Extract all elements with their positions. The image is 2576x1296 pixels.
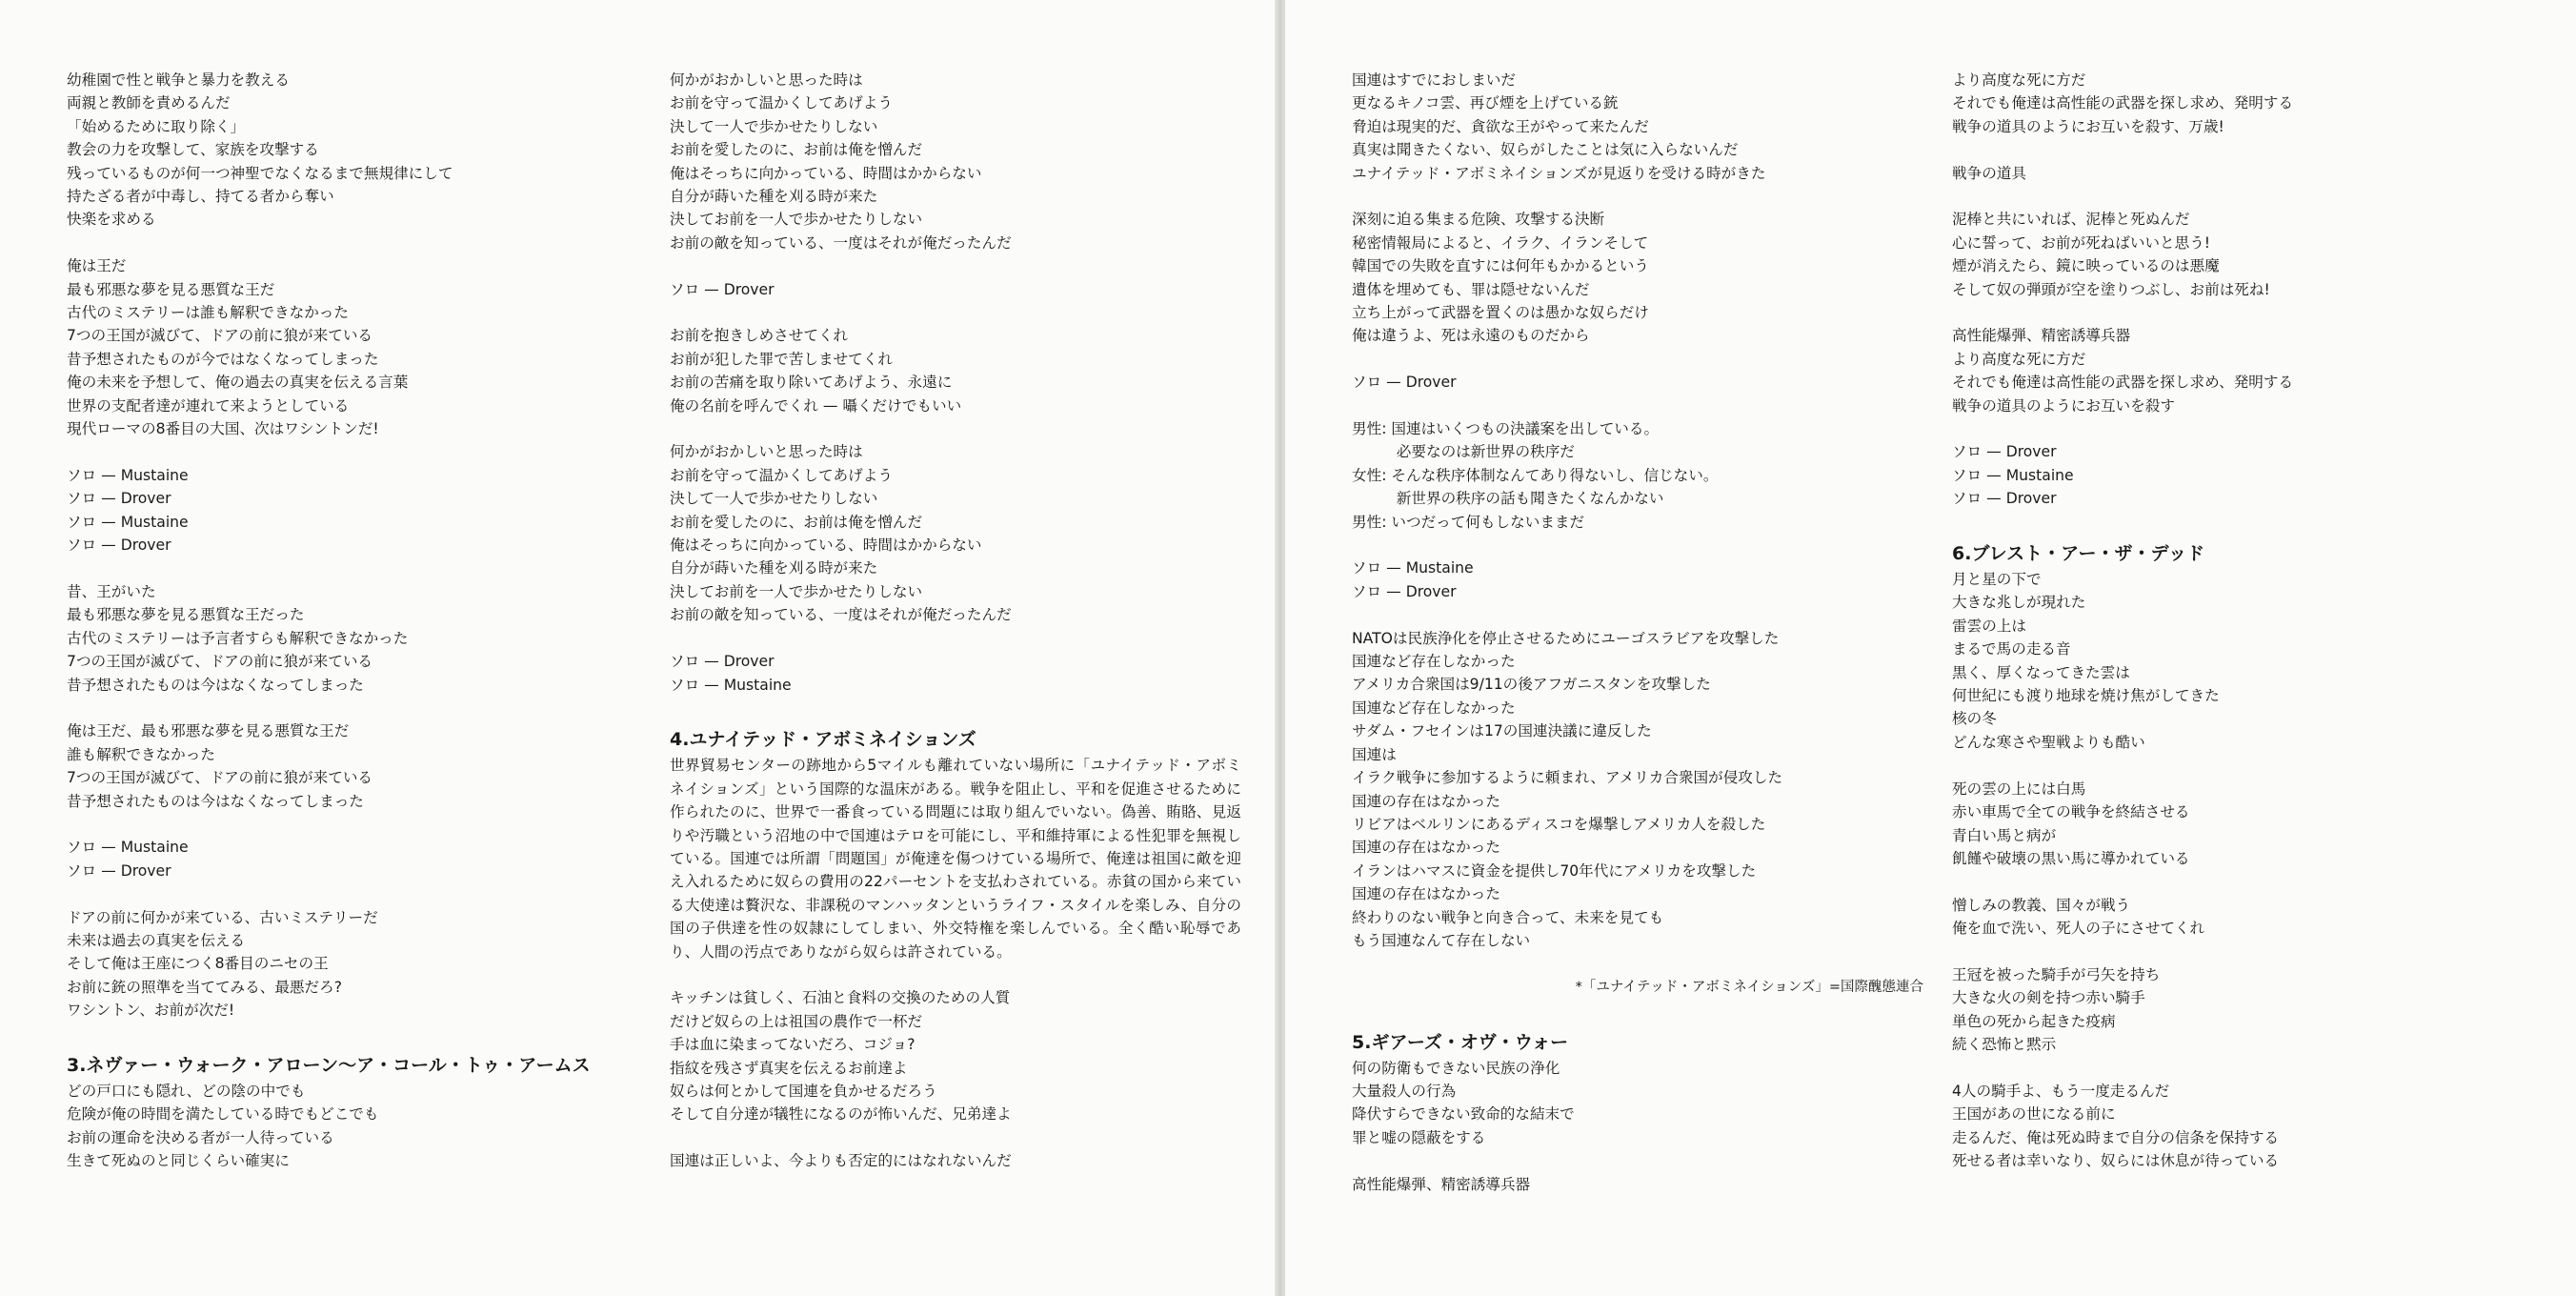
lyric-line: 何の防衛もできない民族の浄化 <box>1352 1059 1560 1077</box>
lyric-line: まるで馬の走る音 <box>1952 640 2071 658</box>
lyric-line: より高度な死に方だ <box>1952 71 2086 89</box>
stanza-gap <box>1352 999 1923 1022</box>
lyric-line: 何世紀にも渡り地球を焼け焦がしてきた <box>1952 687 2220 705</box>
lyric-line: ソロ — Drover <box>1352 374 1457 392</box>
lyric-line: ソロ — Mustaine <box>1352 559 1474 577</box>
lyric-line: 幼稚園で性と戦争と暴力を教える <box>67 71 290 89</box>
lyric-line: 決してお前を一人で歩かせたりしない <box>670 582 923 600</box>
lyric-line: ソロ — Mustaine <box>670 676 792 694</box>
lyric-line: 両親と教師を責めるんだ <box>67 94 231 112</box>
lyric-line: 昔予想されたものは今はなくなってしまった <box>67 792 364 810</box>
lyric-line: 誰も解釈できなかった <box>67 745 215 763</box>
lyric-line: ソロ — Drover <box>1952 490 2057 508</box>
lyric-line: 奴らは何とかして国連を負かせるだろう <box>670 1082 937 1100</box>
lyric-line: 7つの王国が滅びて、ドアの前に狼が来ている <box>67 653 373 671</box>
lyric-line: 何かがおかしいと思った時は <box>670 443 863 461</box>
right-page <box>1284 0 2576 1296</box>
lyric-line: 国連は正しいよ、今よりも否定的にはなれないんだ <box>670 1152 1012 1170</box>
lyric-line: ソロ — Drover <box>1952 443 2057 461</box>
lyric-line: イランはハマスに資金を提供し70年代にアメリカを攻撃した <box>1352 861 1757 880</box>
description-paragraph: 世界貿易センターの跡地から5マイルも離れていない場所に「ユナイテッド・アボミネイションズ」という国際的な温床がある。戦争を阻止し、平和を促進させるために作られたのに、世界で一番食っている問題には取り組んでいない。偽善、賄賂、見返りや汚職という沼地の中で国連はテロを可能にし、平和維持軍による性犯罪を無視している。国連では所謂「問題国」が俺達を傷つけている場所で、俺達は祖国に敵を迎え入れるために奴らの費用の22パーセントを支払わされている。赤貧の国から来ている大使達は贅沢な、非課税のマンハッタンというライフ・スタイルを楽しみ、自分の国の子供達を性の奴隷にしてしまい、外交特権を楽しんでいる。全く酷い恥辱であり、人間の汚点でありながら奴らは許されている。 <box>670 757 1241 961</box>
footnote: *「ユナイテッド・アボミネイションズ」=国際醜態連合 <box>1575 979 1923 995</box>
lyric-line: お前を愛したのに、お前は俺を憎んだ <box>670 141 923 159</box>
lyric-line: 月と星の下で <box>1952 571 2042 589</box>
stanza-gap <box>67 232 629 254</box>
stanza-gap <box>670 417 1241 440</box>
lyric-line: 大きな兆しが現れた <box>1952 594 2086 612</box>
lyric-line: 真実は聞きたくない、奴らがしたことは気に入らないんだ <box>1352 141 1739 159</box>
lyric-line: ドアの前に何かが来ている、古いミステリーだ <box>67 908 378 926</box>
stanza-gap <box>1952 1057 2524 1080</box>
stanza-gap <box>670 1126 1241 1149</box>
lyric-line: もう国連なんて存在しない <box>1352 931 1531 949</box>
lyric-line: 決して一人で歩かせたりしない <box>670 490 878 508</box>
lyric-line: ソロ — Mustaine <box>67 466 189 484</box>
lyric-line: 王冠を被った騎手が弓矢を持ち <box>1952 965 2161 983</box>
lyric-line: それでも俺達は高性能の武器を探し求め、発明する <box>1952 94 2294 112</box>
lyric-line: 国連は <box>1352 745 1397 763</box>
lyric-line: お前を守って温かくしてあげよう <box>670 94 893 112</box>
lyric-line: ソロ — Mustaine <box>67 839 189 857</box>
lyric-line: 国連の存在はなかった <box>1352 885 1500 903</box>
stanza-gap <box>67 697 629 719</box>
stanza-gap <box>1952 754 2524 777</box>
lyric-line: 遺体を埋めても、罪は隠せないんだ <box>1352 280 1590 298</box>
stanza-gap <box>1952 417 2524 440</box>
lyric-line: 国連はすでにおしまいだ <box>1352 71 1516 89</box>
lyric-line: 青白い馬と病が <box>1952 826 2057 844</box>
lyric-line: 新世界の秩序の話も聞きたくなんかない <box>1352 490 1664 508</box>
lyric-line: 赤い車馬で全ての戦争を終結させる <box>1952 803 2190 821</box>
lyric-line: 高性能爆弾、精密誘導兵器 <box>1952 327 2131 345</box>
lyric-line: 俺は王だ <box>67 257 127 275</box>
lyric-line: 続く恐怖と黙示 <box>1952 1036 2057 1054</box>
lyric-line: 秘密情報局によると、イラク、イランそして <box>1352 233 1649 252</box>
lyric-line: 国連の存在はなかった <box>1352 792 1500 810</box>
stanza-gap <box>1352 1149 1923 1172</box>
lyric-line: お前の運命を決める者が一人待っている <box>67 1128 334 1146</box>
stanza-gap <box>67 1023 629 1045</box>
lyric-line: 俺は違うよ、死は永遠のものだから <box>1352 327 1590 345</box>
stanza-gap <box>1952 941 2524 963</box>
lyrics-column-4 <box>1952 69 2524 1173</box>
lyric-line: キッチンは貧しく、石油と食料の交換のための人質 <box>670 989 1011 1007</box>
lyric-line: 残っているものが何一つ神聖でなくなるまで無規律にして <box>67 164 453 182</box>
lyric-line: そして俺は王座につく8番目のニセの王 <box>67 955 329 973</box>
lyric-line: ソロ — Drover <box>670 653 775 671</box>
lyric-line: ユナイテッド・アボミネイションズが見返りを受ける時がきた <box>1352 164 1766 182</box>
stanza-gap <box>67 557 629 580</box>
stanza-gap <box>1352 348 1923 371</box>
lyric-line: 男性: 国連はいくつもの決議案を出している。 <box>1352 420 1660 438</box>
lyric-line: 核の冬 <box>1952 710 1997 728</box>
lyric-line: 7つの王国が滅びて、ドアの前に狼が来ている <box>67 769 373 787</box>
stanza-gap <box>1352 395 1923 417</box>
lyric-line: ソロ — Drover <box>67 861 171 880</box>
lyric-line: 「始めるために取り除く」 <box>67 117 246 135</box>
lyric-line: お前に銃の照準を当ててみる、最悪だろ? <box>67 978 342 996</box>
lyric-line: 俺はそっちに向かっている、時間はかからない <box>670 164 982 182</box>
lyric-line: 俺はそっちに向かっている、時間はかからない <box>670 537 982 555</box>
lyric-line: 死せる者は幸いなり、奴らには休息が待っている <box>1952 1152 2280 1170</box>
lyric-line: イラク戦争に参加するように頼まれ、アメリカ合衆国が侵攻した <box>1352 769 1783 787</box>
lyrics-column-1 <box>67 69 629 1173</box>
lyric-line: 泥棒と共にいれば、泥棒と死ぬんだ <box>1952 211 2190 229</box>
lyric-line: 飢饉や破壊の黒い馬に導かれている <box>1952 849 2190 867</box>
lyric-line: それでも俺達は高性能の武器を探し求め、発明する <box>1952 374 2294 392</box>
lyric-line: 何かがおかしいと思った時は <box>670 71 863 89</box>
lyric-line: どんな寒さや聖戦よりも酷い <box>1952 733 2145 751</box>
lyric-line: 最も邪悪な夢を見る悪質な王だった <box>67 606 305 624</box>
lyric-line: 4人の騎手よ、もう一度走るんだ <box>1952 1082 2170 1100</box>
lyric-line: 単色の死から起きた疫病 <box>1952 1012 2116 1030</box>
lyric-line: 黒く、厚くなってきた雲は <box>1952 663 2130 681</box>
stanza-gap <box>670 301 1241 324</box>
lyrics-column-3 <box>1352 69 1923 1196</box>
lyric-line: 古代のミステリーは予言者すらも解釈できなかった <box>67 629 409 647</box>
lyric-line: 大きな火の剣を持つ赤い騎手 <box>1952 989 2145 1007</box>
stanza-gap <box>67 882 629 905</box>
lyric-line: 憎しみの教義、国々が戦う <box>1952 896 2131 914</box>
stanza-gap <box>1952 301 2524 324</box>
lyric-line: 生きて死ぬのと同じくらい確実に <box>67 1152 290 1170</box>
stanza-gap <box>1952 511 2524 534</box>
lyric-line: 自分が蒔いた種を刈る時が来た <box>670 188 878 206</box>
lyric-line: ソロ — Mustaine <box>1952 466 2074 484</box>
song-title: 6.ブレスト・アー・ザ・デッド <box>1952 543 2205 565</box>
lyric-line: 立ち上がって武器を置くのは愚かな奴らだけ <box>1352 304 1649 322</box>
lyric-line: 女性: そんな秩序体制なんてあり得ないし、信じない。 <box>1352 466 1719 484</box>
stanza-gap <box>1352 603 1923 626</box>
lyric-line: お前を抱きしめさせてくれ <box>670 327 849 345</box>
stanza-gap <box>1952 870 2524 893</box>
lyric-line: 戦争の道具 <box>1952 164 2026 182</box>
left-page <box>0 0 1278 1296</box>
lyric-line: 心に誓って、お前が死ねばいいと思う! <box>1952 233 2211 252</box>
lyric-line: 手は血に染まってないだろ、コジョ? <box>670 1036 916 1054</box>
lyric-line: 終わりのない戦争と向き合って、未来を見ても <box>1352 908 1664 926</box>
stanza-gap <box>67 440 629 463</box>
lyric-line: 現代ローマの8番目の大国、次はワシントンだ! <box>67 420 379 438</box>
lyric-line: 罪と嘘の隠蔽をする <box>1352 1128 1486 1146</box>
lyric-line: 脅迫は現実的だ、貪欲な王がやって来たんだ <box>1352 117 1649 135</box>
lyrics-column-2 <box>670 69 1241 1173</box>
lyric-line: お前の敵を知っている、一度はそれが俺だったんだ <box>670 606 1012 624</box>
lyric-line: 戦争の道具のようにお互いを殺す <box>1952 396 2175 415</box>
lyric-line: 高性能爆弾、精密誘導兵器 <box>1352 1175 1531 1193</box>
lyric-line: 危険が俺の時間を満たしている時でもどこでも <box>67 1105 379 1124</box>
lyric-line: ソロ — Drover <box>1352 582 1457 600</box>
lyric-line: だけど奴らの上は祖国の農作で一杯だ <box>670 1012 923 1030</box>
lyric-line: ソロ — Mustaine <box>67 513 189 531</box>
lyric-line: 男性: いつだって何もしないままだ <box>1352 513 1585 531</box>
lyric-line: 俺の名前を呼んでくれ — 囁くだけでもいい <box>670 396 962 415</box>
stanza-gap <box>1352 952 1923 975</box>
lyric-line: 決してお前を一人で歩かせたりしない <box>670 211 923 229</box>
lyric-line: 未来は過去の真実を伝える <box>67 931 246 949</box>
lyric-line: 昔予想されたものが今ではなくなってしまった <box>67 350 379 368</box>
stanza-gap <box>1952 185 2524 208</box>
lyric-line: 降伏すらできない致命的な結末で <box>1352 1105 1575 1124</box>
song-title: 3.ネヴァー・ウォーク・アローン〜ア・コール・トゥ・アームス <box>67 1054 591 1076</box>
lyric-line: お前を愛したのに、お前は俺を憎んだ <box>670 513 923 531</box>
lyric-line: 国連の存在はなかった <box>1352 839 1500 857</box>
lyric-line: 国連など存在しなかった <box>1352 699 1516 717</box>
lyric-line: より高度な死に方だ <box>1952 350 2086 368</box>
stanza-gap <box>67 813 629 836</box>
stanza-gap <box>670 963 1241 986</box>
stanza-gap <box>1352 534 1923 557</box>
lyric-line: 教会の力を攻撃して、家族を攻撃する <box>67 141 319 159</box>
lyric-line: 世界の支配者達が連れて来ようとしている <box>67 396 350 415</box>
lyric-line: 指紋を残さず真実を伝えるお前達よ <box>670 1059 908 1077</box>
lyric-line: 決して一人で歩かせたりしない <box>670 117 878 135</box>
stanza-gap <box>670 697 1241 719</box>
lyric-line: サダム・フセインは17の国連決議に違反した <box>1352 722 1652 740</box>
lyric-line: リビアはベルリンにあるディスコを爆撃しアメリカ人を殺した <box>1352 815 1766 833</box>
stanza-gap <box>670 627 1241 650</box>
lyric-line: 死の雲の上には白馬 <box>1952 780 2086 798</box>
lyric-line: 煙が消えたら、鏡に映っているのは悪魔 <box>1952 257 2220 275</box>
lyric-line: 俺を血で洗い、死人の子にさせてくれ <box>1952 920 2205 938</box>
lyric-line: 韓国での失敗を直すには何年もかかるという <box>1352 257 1649 275</box>
lyric-line: お前の苦痛を取り除いてあげよう、永遠に <box>670 374 953 392</box>
lyric-line: 古代のミステリーは誰も解釈できなかった <box>67 304 349 322</box>
lyric-line: 7つの王国が滅びて、ドアの前に狼が来ている <box>67 327 373 345</box>
stanza-gap <box>670 254 1241 277</box>
stanza-gap <box>1952 138 2524 161</box>
lyric-line: どの戸口にも隠れ、どの陰の中でも <box>67 1082 306 1100</box>
song-title: 5.ギアーズ・オヴ・ウォー <box>1352 1031 1569 1053</box>
lyric-line: 快楽を求める <box>67 211 156 229</box>
lyric-line: 走るんだ、俺は死ぬ時まで自分の信条を保持する <box>1952 1128 2280 1146</box>
lyric-line: 深刻に迫る集まる危険、攻撃する決断 <box>1352 211 1605 229</box>
lyric-line: そして奴の弾頭が空を塗りつぶし、お前は死ね! <box>1952 280 2270 298</box>
lyric-line: 昔、王がいた <box>67 582 156 600</box>
lyric-line: 更なるキノコ雲、再び煙を上げている銃 <box>1352 94 1619 112</box>
stanza-gap <box>1352 185 1923 208</box>
lyric-line: お前が犯した罪で苦しませてくれ <box>670 350 893 368</box>
lyric-line: 雷雲の上は <box>1952 617 2026 635</box>
lyric-line: NATOは民族浄化を停止させるためにユーゴスラビアを攻撃した <box>1352 629 1780 647</box>
lyric-line: 昔予想されたものは今はなくなってしまった <box>67 676 364 694</box>
lyric-line: ソロ — Drover <box>67 490 171 508</box>
lyric-line: 自分が蒔いた種を刈る時が来た <box>670 559 878 577</box>
lyric-line: お前を守って温かくしてあげよう <box>670 466 893 484</box>
lyric-line: 最も邪悪な夢を見る悪質な王だ <box>67 280 275 298</box>
lyric-line: お前の敵を知っている、一度はそれが俺だったんだ <box>670 233 1012 252</box>
lyric-line: 戦争の道具のようにお互いを殺す、万歳! <box>1952 117 2224 135</box>
lyric-line: アメリカ合衆国は9/11の後アフガニスタンを攻撃した <box>1352 676 1711 694</box>
lyric-line: ソロ — Drover <box>670 280 775 298</box>
lyric-line: 持たざる者が中毒し、持てる者から奪い <box>67 188 334 206</box>
lyric-line: 俺の未来を予想して、俺の過去の真実を伝える言葉 <box>67 374 409 392</box>
lyric-line: ソロ — Drover <box>67 537 171 555</box>
lyric-line: 国連など存在しなかった <box>1352 653 1516 671</box>
lyric-line: 必要なのは新世界の秩序だ <box>1352 443 1575 461</box>
lyric-line: 俺は王だ、最も邪悪な夢を見る悪質な王だ <box>67 722 350 740</box>
song-title: 4.ユナイテッド・アボミネイションズ <box>670 729 976 751</box>
lyric-line: そして自分達が犠牲になるのが怖いんだ、兄弟達よ <box>670 1105 1012 1124</box>
lyric-line: ワシントン、お前が次だ! <box>67 1002 235 1020</box>
lyric-line: 大量殺人の行為 <box>1352 1082 1457 1100</box>
lyric-line: 王国があの世になる前に <box>1952 1105 2116 1124</box>
